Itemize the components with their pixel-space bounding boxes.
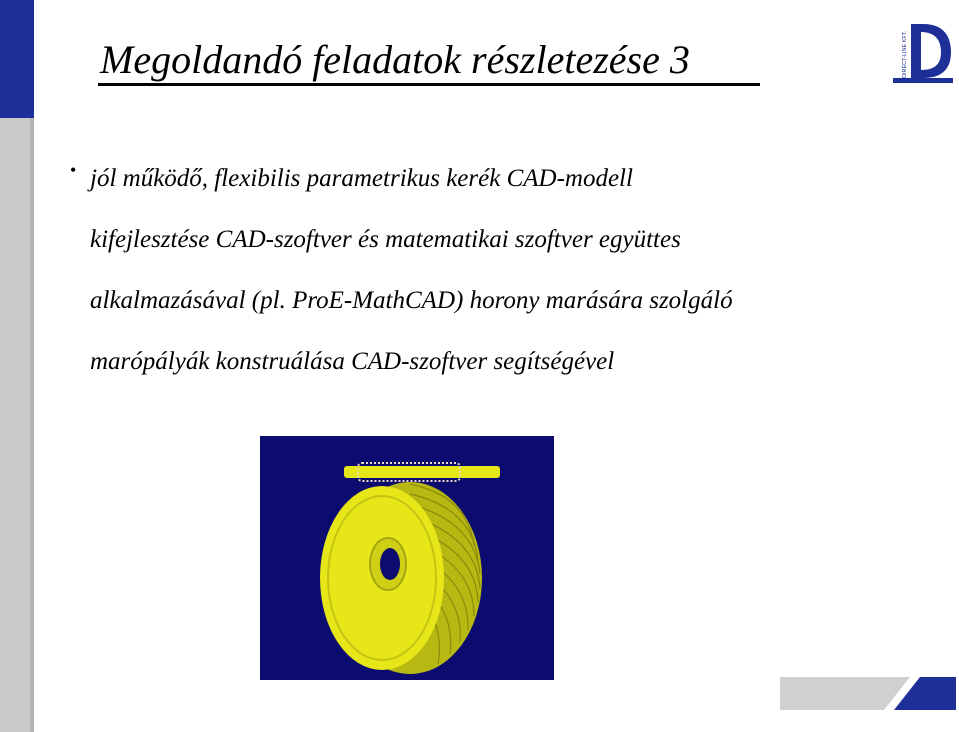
logo-caption: DIRECT-LINE KFT. [902,30,908,78]
bullet-dot: • [70,160,77,180]
sidebar-accent-blue [0,0,34,118]
title-underline [98,83,760,86]
bullet-line-3: alkalmazásával (pl. ProE-MathCAD) horony marására szolgáló [90,287,733,314]
slide-title: Megoldandó feladatok részletezése 3 [100,37,690,82]
bullet-line-1: jól működő, flexibilis parametrikus kerék CAD-modell [90,165,633,192]
bullet-paragraph [90,148,940,392]
sidebar-accent-gray [0,118,34,732]
cad-wheel-render [260,436,554,680]
sidebar-divider [30,118,34,732]
bullet-line-4: marópályák konstruálása CAD-szoftver segítségével [90,348,615,375]
footer-decoration [780,677,956,710]
company-logo [893,20,953,86]
bullet-line-2: kifejlesztése CAD-szoftver és matematikai szoftver együttes [90,226,681,253]
